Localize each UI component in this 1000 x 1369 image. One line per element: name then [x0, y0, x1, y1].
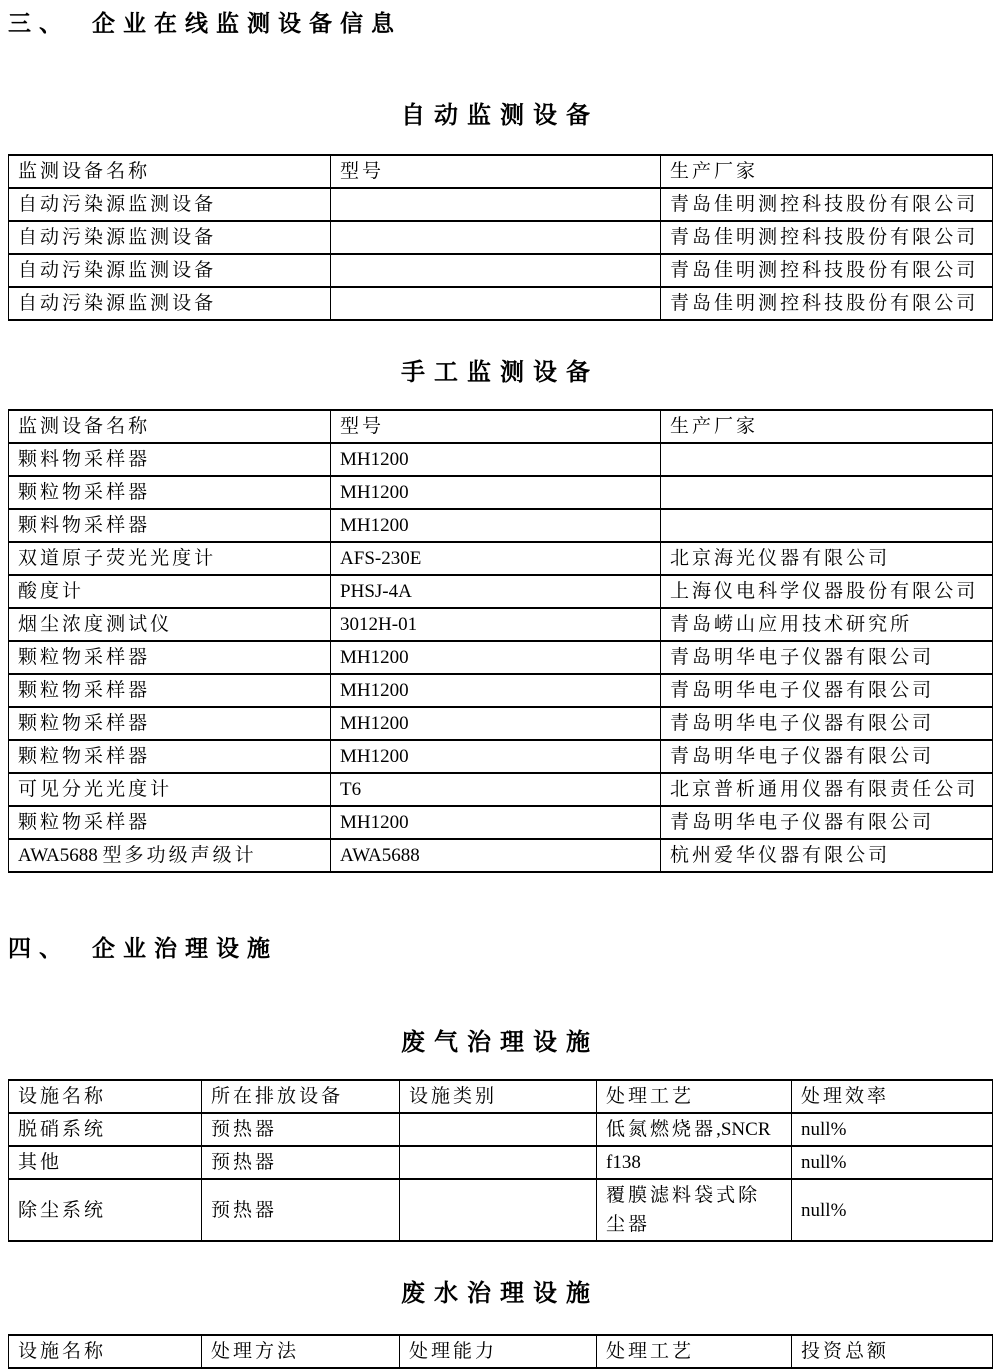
table-cell: 北 京 普 析 通 用 仪 器 有 限 责 任 公 司 [661, 773, 993, 806]
table-cell [400, 1179, 597, 1241]
table-row [9, 188, 993, 221]
table-cell: 可 见 分 光 光 度 计 [9, 773, 331, 806]
table-cell: AFS-230E [331, 542, 661, 575]
table-cell: 青 岛 明 华 电 子 仪 器 有 限 公 司 [661, 674, 993, 707]
table-row [9, 773, 993, 806]
table-cell: 预 热 器 [202, 1146, 400, 1179]
table-header-row [9, 1080, 993, 1113]
manual-monitoring-table [8, 409, 993, 873]
table-cell: MH1200 [331, 674, 661, 707]
table-cell: 颗 粒 物 采 样 器 [9, 641, 331, 674]
table-cell: 自 动 污 染 源 监 测 设 备 [9, 221, 331, 254]
table-row [9, 443, 993, 476]
table-row [9, 1113, 993, 1146]
header-cell: 型 号 [331, 410, 661, 443]
table-cell: 青 岛 明 华 电 子 仪 器 有 限 公 司 [661, 707, 993, 740]
manual-table-body [9, 443, 993, 872]
table-cell: 青 岛 佳 明 测 控 科 技 股 份 有 限 公 司 [661, 221, 993, 254]
header-cell: 型 号 [331, 155, 661, 188]
table-row [9, 476, 993, 509]
header-cell: 处 理 效 率 [792, 1080, 993, 1113]
auto-table-body [9, 188, 993, 320]
table-cell: T6 [331, 773, 661, 806]
table-cell: 杭 州 爱 华 仪 器 有 限 公 司 [661, 839, 993, 872]
header-cell: 生 产 厂 家 [661, 410, 993, 443]
header-cell: 处 理 方 法 [202, 1335, 400, 1368]
table-cell: MH1200 [331, 707, 661, 740]
table-row [9, 509, 993, 542]
header-cell: 所 在 排 放 设 备 [202, 1080, 400, 1113]
waste-gas-table-body [9, 1113, 993, 1241]
header-cell: 监 测 设 备 名 称 [9, 410, 331, 443]
table-cell: 青 岛 佳 明 测 控 科 技 股 份 有 限 公 司 [661, 287, 993, 320]
table-cell: 青 岛 明 华 电 子 仪 器 有 限 公 司 [661, 641, 993, 674]
table-row [9, 641, 993, 674]
table-cell: null% [792, 1179, 993, 1241]
section-number: 四 、 [8, 936, 62, 961]
waste-water-treatment-table [8, 1334, 993, 1369]
table-cell: 自 动 污 染 源 监 测 设 备 [9, 254, 331, 287]
table-cell: MH1200 [331, 509, 661, 542]
table-row [9, 674, 993, 707]
table-cell: 双 道 原 子 荧 光 光 度 计 [9, 542, 331, 575]
table-cell: MH1200 [331, 641, 661, 674]
table-row [9, 575, 993, 608]
header-cell: 设 施 类 别 [400, 1080, 597, 1113]
table-cell: 北 京 海 光 仪 器 有 限 公 司 [661, 542, 993, 575]
header-cell: 监 测 设 备 名 称 [9, 155, 331, 188]
table-cell: 脱 硝 系 统 [9, 1113, 202, 1146]
table-cell: 颗 粒 物 采 样 器 [9, 707, 331, 740]
table-cell [661, 476, 993, 509]
table-cell: 颗 粒 物 采 样 器 [9, 674, 331, 707]
table-cell: 烟 尘 浓 度 测 试 仪 [9, 608, 331, 641]
auto-monitoring-table [8, 154, 993, 321]
table-row [9, 542, 993, 575]
manual-table-title: 手 工 监 测 设 备 [401, 360, 590, 386]
table-cell: null% [792, 1146, 993, 1179]
table-cell: 预 热 器 [202, 1113, 400, 1146]
table-header-row [9, 410, 993, 443]
header-cell: 生 产 厂 家 [661, 155, 993, 188]
table-cell: 除 尘 系 统 [9, 1179, 202, 1241]
table-row [9, 254, 993, 287]
table-cell [331, 188, 661, 221]
table-cell: 青 岛 崂 山 应 用 技 术 研 究 所 [661, 608, 993, 641]
table-row [9, 608, 993, 641]
section-heading-treatment [8, 933, 992, 965]
table-cell: 青 岛 佳 明 测 控 科 技 股 份 有 限 公 司 [661, 254, 993, 287]
header-cell: 设 施 名 称 [9, 1080, 202, 1113]
table-cell [661, 443, 993, 476]
table-cell: 酸 度 计 [9, 575, 331, 608]
header-cell: 处 理 工 艺 [597, 1335, 792, 1368]
table-cell: 3012H-01 [331, 608, 661, 641]
section-title: 企 业 治 理 设 施 [92, 936, 270, 961]
table-cell: 颗 粒 物 采 样 器 [9, 806, 331, 839]
table-row [9, 221, 993, 254]
table-row [9, 1146, 993, 1179]
table-cell [331, 287, 661, 320]
table-row [9, 287, 993, 320]
table-header-row [9, 1335, 993, 1368]
table-cell: AWA5688 [331, 839, 661, 872]
table-cell: 颗 料 物 采 样 器 [9, 509, 331, 542]
header-cell: 处 理 能 力 [400, 1335, 597, 1368]
table-cell: MH1200 [331, 740, 661, 773]
table-cell: f138 [597, 1146, 792, 1179]
table-row [9, 740, 993, 773]
table-row [9, 806, 993, 839]
header-cell: 设 施 名 称 [9, 1335, 202, 1368]
table-cell: PHSJ-4A [331, 575, 661, 608]
table-row [9, 707, 993, 740]
table-cell: 颗 粒 物 采 样 器 [9, 740, 331, 773]
section-heading-online-monitoring [8, 8, 992, 40]
header-cell: 投 资 总 额 [792, 1335, 993, 1368]
table-cell: MH1200 [331, 806, 661, 839]
waste-gas-table-title: 废 气 治 理 设 施 [401, 1030, 590, 1056]
table-cell: 预 热 器 [202, 1179, 400, 1241]
table-cell: MH1200 [331, 476, 661, 509]
table-cell: 青 岛 明 华 电 子 仪 器 有 限 公 司 [661, 806, 993, 839]
table-row [9, 839, 993, 872]
table-cell: 颗 料 物 采 样 器 [9, 443, 331, 476]
table-cell: 覆 膜 滤 料 袋 式 除 尘 器 [597, 1179, 792, 1241]
table-row [9, 1179, 993, 1241]
table-cell: 颗 粒 物 采 样 器 [9, 476, 331, 509]
table-cell [331, 221, 661, 254]
table-cell: 自 动 污 染 源 监 测 设 备 [9, 287, 331, 320]
auto-table-title: 自 动 监 测 设 备 [401, 103, 590, 129]
table-cell [400, 1146, 597, 1179]
table-cell: 上 海 仪 电 科 学 仪 器 股 份 有 限 公 司 [661, 575, 993, 608]
table-cell: 低 氮 燃 烧 器 ,SNCR [597, 1113, 792, 1146]
table-cell: 其 他 [9, 1146, 202, 1179]
section-title: 企 业 在 线 监 测 设 备 信 息 [92, 11, 394, 36]
table-cell: null% [792, 1113, 993, 1146]
header-cell: 处 理 工 艺 [597, 1080, 792, 1113]
waste-gas-treatment-table [8, 1079, 993, 1242]
section-number: 三 、 [8, 11, 62, 36]
table-cell: 青 岛 佳 明 测 控 科 技 股 份 有 限 公 司 [661, 188, 993, 221]
table-cell: 青 岛 明 华 电 子 仪 器 有 限 公 司 [661, 740, 993, 773]
table-cell: 自 动 污 染 源 监 测 设 备 [9, 188, 331, 221]
table-cell: AWA5688 型 多 功 级 声 级 计 [9, 839, 331, 872]
table-cell [661, 509, 993, 542]
table-cell: MH1200 [331, 443, 661, 476]
table-cell [331, 254, 661, 287]
table-cell [400, 1113, 597, 1146]
waste-water-table-title: 废 水 治 理 设 施 [401, 1281, 590, 1307]
table-header-row [9, 155, 993, 188]
